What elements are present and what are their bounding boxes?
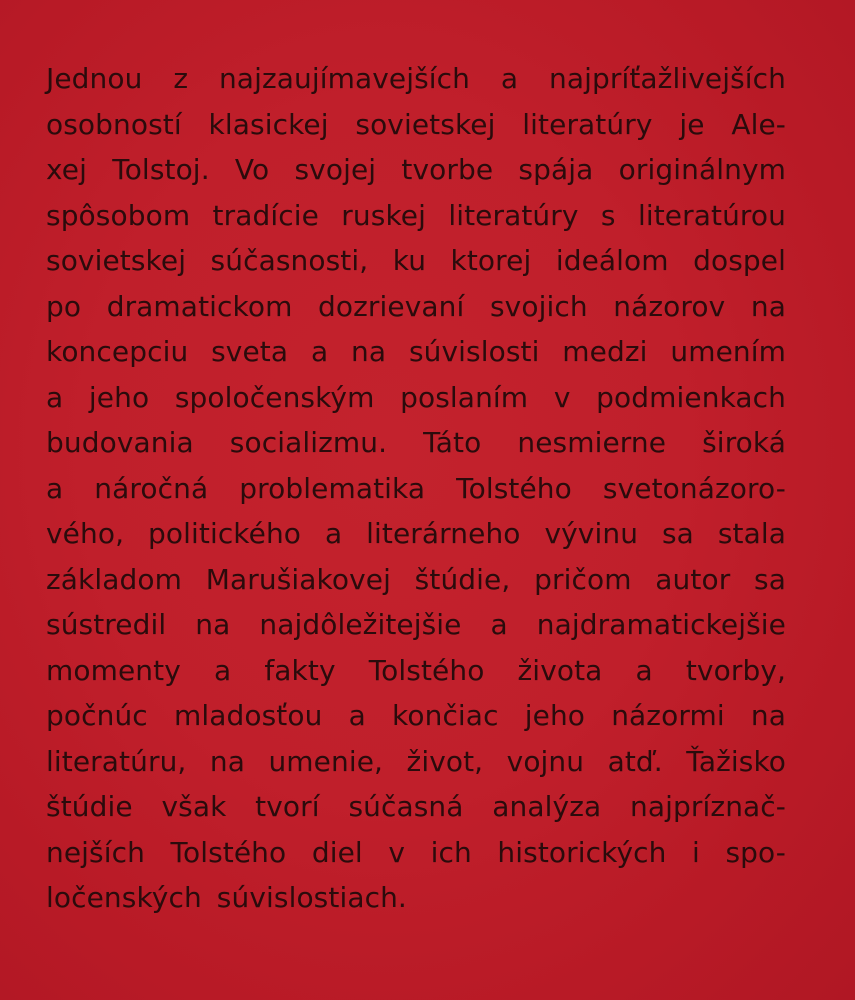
blurb-line: sústredil na najdôležitejšie a najdramatickejšie xyxy=(46,608,786,641)
blurb-line: spôsobom tradície ruskej literatúry s literatúrou xyxy=(46,198,786,232)
blurb-paragraph xyxy=(46,56,786,921)
blurb-line: sovietskej súčasnosti, ku ktorej ideálom dospel xyxy=(46,244,786,277)
blurb-line-last: ločenských súvislostiach. xyxy=(46,881,407,914)
blurb-line: počnúc mladosťou a končiac jeho názormi na xyxy=(46,699,786,732)
blurb-line: xej Tolstoj. Vo svojej tvorbe spája originálnym xyxy=(46,153,786,186)
blurb-line: koncepciu sveta a na súvislosti medzi umením xyxy=(46,335,786,368)
blurb-line: budovania socializmu. Táto nesmierne široká xyxy=(46,426,786,459)
blurb-line: nejších Tolstého diel v ich historických i spo- xyxy=(46,835,786,869)
blurb-line: základom Marušiakovej štúdie, pričom autor sa xyxy=(46,562,786,596)
blurb-line: a jeho spoločenským poslaním v podmienkach xyxy=(46,380,786,414)
blurb-line: momenty a fakty Tolstého života a tvorby, xyxy=(46,653,786,687)
blurb-line: štúdie však tvorí súčasná analýza najpríznač- xyxy=(46,790,786,823)
blurb-line: po dramatickom dozrievaní svojich názorov na xyxy=(46,289,786,323)
blurb-line: a náročná problematika Tolstého svetonázoro- xyxy=(46,471,786,505)
blurb-line: osobností klasickej sovietskej literatúry je Ale- xyxy=(46,107,786,141)
blurb-line: literatúru, na umenie, život, vojnu atď. Ťažisko xyxy=(46,744,786,778)
blurb-line: vého, politického a literárneho vývinu sa stala xyxy=(46,517,786,550)
blurb-line: Jednou z najzaujímavejších a najpríťažlivejších xyxy=(46,62,786,95)
